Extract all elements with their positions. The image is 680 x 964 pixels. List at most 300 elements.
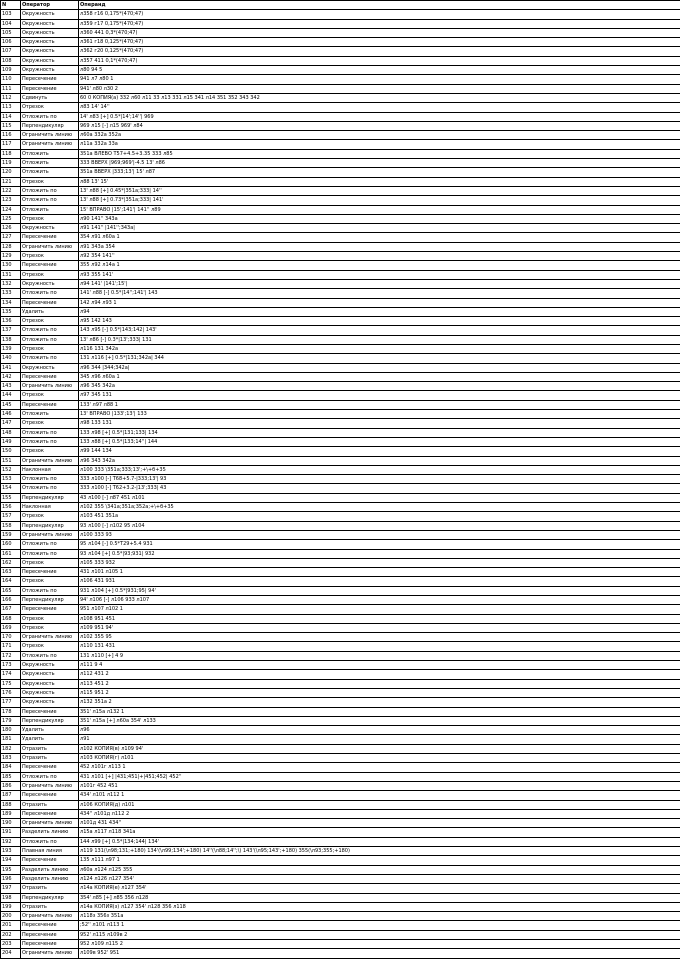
row-number: 121 [1, 177, 21, 186]
table-row [1, 354, 680, 363]
row-number: 166 [1, 596, 21, 605]
row-operand: 143 л95 [-] 0.5*|143;142| 143' [79, 326, 680, 335]
table-row [1, 112, 680, 121]
table-row [1, 177, 680, 186]
row-operand: 135 л111 л97 1 [79, 856, 680, 865]
row-number: 124 [1, 205, 21, 214]
table-row [1, 512, 680, 521]
row-number: 169 [1, 623, 21, 632]
row-operand: л360 441 0,3*(470;47) [79, 28, 680, 37]
row-operator: Отложить [21, 149, 79, 158]
row-number: 131 [1, 270, 21, 279]
table-row [1, 335, 680, 344]
row-operand: л106 431 931 [79, 577, 680, 586]
row-operator: Ограничить линию [21, 131, 79, 140]
row-operator: Пересечение [21, 233, 79, 242]
table-row [1, 419, 680, 428]
row-operand: 355 л92 л14а 1 [79, 261, 680, 270]
row-operand: л111 9 4 [79, 661, 680, 670]
row-number: 188 [1, 800, 21, 809]
row-number: 127 [1, 233, 21, 242]
row-operator: Пересечение [21, 930, 79, 939]
row-operator: Окружность [21, 363, 79, 372]
row-operator: Пересечение [21, 400, 79, 409]
row-operator: Отложить по [21, 326, 79, 335]
row-operator: Сдвинуть [21, 93, 79, 102]
row-operand: л95 142 143 [79, 317, 680, 326]
row-number: 134 [1, 298, 21, 307]
table-row [1, 121, 680, 130]
table-row [1, 837, 680, 846]
table-row [1, 456, 680, 465]
row-number: 126 [1, 224, 21, 233]
row-operator: Отложить по [21, 484, 79, 493]
table-row [1, 233, 680, 242]
row-operand: 93 л100 [-] л102 95 л104 [79, 521, 680, 530]
row-operand: л91 141'' |141'';343а| [79, 224, 680, 233]
table-row [1, 726, 680, 735]
row-number: 158 [1, 521, 21, 530]
row-number: 159 [1, 530, 21, 539]
row-operand: 969 л15 [-] л15 969' л84 [79, 121, 680, 130]
row-number: 106 [1, 38, 21, 47]
row-number: 185 [1, 772, 21, 781]
row-operand: л99 144 134 [79, 447, 680, 456]
table-row [1, 809, 680, 818]
table-row [1, 754, 680, 763]
row-number: 114 [1, 112, 21, 121]
row-operator: Отрезок [21, 177, 79, 186]
row-operand: л357 411 0,1*(470;47) [79, 56, 680, 65]
row-operator: Пересечение [21, 568, 79, 577]
row-number: 154 [1, 484, 21, 493]
table-row [1, 149, 680, 158]
row-operand: л80 94 5 [79, 66, 680, 75]
table-row [1, 856, 680, 865]
row-operand: л359 г17 0,175*(470;47) [79, 19, 680, 28]
row-operand: л88 13' 15' [79, 177, 680, 186]
row-operand: л83 14' 14'' [79, 103, 680, 112]
row-operand: л102 КОПИЯ(в) л109 94' [79, 744, 680, 753]
row-operand: 431 л101 [+] |431;451|+|451;452| 452'' [79, 772, 680, 781]
row-operator: Отложить по [21, 549, 79, 558]
row-operator: Ограничить линию [21, 456, 79, 465]
row-operator: Окружность [21, 66, 79, 75]
table-row [1, 596, 680, 605]
row-operand: 951 л107 л102 1 [79, 605, 680, 614]
table-row [1, 847, 680, 856]
row-number: 148 [1, 428, 21, 437]
header-number: N [1, 1, 21, 10]
row-number: 132 [1, 279, 21, 288]
row-operand: 95 л104 [-] 0.5*T29+5.4 931 [79, 540, 680, 549]
row-number: 172 [1, 651, 21, 660]
table-row [1, 930, 680, 939]
row-operand: л90 141'' 343а [79, 214, 680, 223]
table-row [1, 205, 680, 214]
row-number: 199 [1, 902, 21, 911]
table-row [1, 744, 680, 753]
row-operand: л93 355 141' [79, 270, 680, 279]
row-operator: Отложить по [21, 437, 79, 446]
row-number: 197 [1, 884, 21, 893]
row-operand: 141' л88 [-] 0.5*|14'';141'| 143 [79, 289, 680, 298]
row-number: 111 [1, 84, 21, 93]
table-row [1, 921, 680, 930]
table-row [1, 670, 680, 679]
table-row [1, 791, 680, 800]
row-operator: Отразить [21, 754, 79, 763]
row-number: 162 [1, 558, 21, 567]
row-number: 141 [1, 363, 21, 372]
table-row [1, 400, 680, 409]
row-number: 151 [1, 456, 21, 465]
row-operator: Отложить [21, 168, 79, 177]
row-operand: л60а 332а 352а [79, 131, 680, 140]
row-number: 147 [1, 419, 21, 428]
table-row [1, 382, 680, 391]
table-row [1, 475, 680, 484]
table-row [1, 196, 680, 205]
row-operator: Отрезок [21, 447, 79, 456]
row-operator: Перпендикуляр [21, 716, 79, 725]
row-operator: Отложить по [21, 475, 79, 484]
table-row [1, 623, 680, 632]
row-number: 149 [1, 437, 21, 446]
row-number: 191 [1, 828, 21, 837]
row-number: 180 [1, 726, 21, 735]
row-number: 136 [1, 317, 21, 326]
row-number: 113 [1, 103, 21, 112]
row-number: 140 [1, 354, 21, 363]
row-operand: 952 л109 л115 2 [79, 939, 680, 948]
row-number: 119 [1, 159, 21, 168]
row-operand: л100 333 93 [79, 530, 680, 539]
row-number: 110 [1, 75, 21, 84]
row-number: 198 [1, 893, 21, 902]
table-row [1, 298, 680, 307]
table-row [1, 949, 680, 958]
table-row [1, 679, 680, 688]
row-number: 125 [1, 214, 21, 223]
row-number: 174 [1, 670, 21, 679]
row-number: 122 [1, 186, 21, 195]
row-operator: Отложить [21, 159, 79, 168]
row-operator: Ограничить линию [21, 949, 79, 958]
row-number: 137 [1, 326, 21, 335]
table-row [1, 800, 680, 809]
row-number: 144 [1, 391, 21, 400]
row-number: 190 [1, 819, 21, 828]
row-operator: Пересечение [21, 791, 79, 800]
row-number: 200 [1, 912, 21, 921]
table-row [1, 549, 680, 558]
table-row [1, 75, 680, 84]
row-operand: л98 133 131 [79, 419, 680, 428]
row-operator: Перпендикуляр [21, 121, 79, 130]
row-operand: л115 951 2 [79, 688, 680, 697]
row-operator: Отложить [21, 205, 79, 214]
row-operand: л97 345 131 [79, 391, 680, 400]
row-operand: л96 344 |344;342а| [79, 363, 680, 372]
row-operator: Отложить по [21, 335, 79, 344]
row-operand: 13' ВПРАВО |133';13'| 133 [79, 410, 680, 419]
row-number: 203 [1, 939, 21, 948]
row-operator: Отрезок [21, 419, 79, 428]
row-operand: 13' л88 [+] 0.45*|351а;333| 14'' [79, 186, 680, 195]
row-number: 109 [1, 66, 21, 75]
table-row [1, 19, 680, 28]
row-number: 146 [1, 410, 21, 419]
row-operand: 351а ВВЕРХ |333;13'| 15' л87 [79, 168, 680, 177]
row-number: 181 [1, 735, 21, 744]
row-operand: л112 431 2 [79, 670, 680, 679]
table-row [1, 242, 680, 251]
table-row [1, 651, 680, 660]
table-row [1, 633, 680, 642]
row-operator: Пересечение [21, 84, 79, 93]
row-operator: Ограничить линию [21, 781, 79, 790]
table-row [1, 521, 680, 530]
row-operator: Перпендикуляр [21, 893, 79, 902]
table-row [1, 252, 680, 261]
row-operand: л60а л124 л125 355 [79, 865, 680, 874]
row-operator: Перпендикуляр [21, 521, 79, 530]
table-row [1, 270, 680, 279]
row-number: 116 [1, 131, 21, 140]
row-operand: л110 131 431 [79, 642, 680, 651]
row-operator: Окружность [21, 670, 79, 679]
table-row [1, 391, 680, 400]
table-row [1, 484, 680, 493]
table-body [1, 10, 680, 958]
row-number: 152 [1, 465, 21, 474]
table-row [1, 698, 680, 707]
row-operand: 431 л101 л105 1 [79, 568, 680, 577]
row-operator: Отложить по [21, 112, 79, 121]
row-operator: Отразить [21, 800, 79, 809]
row-number: 129 [1, 252, 21, 261]
row-number: 145 [1, 400, 21, 409]
row-operator: Отложить по [21, 196, 79, 205]
row-operand: л94 141' |141';15'| [79, 279, 680, 288]
row-number: 160 [1, 540, 21, 549]
row-number: 143 [1, 382, 21, 391]
row-operator: Окружность [21, 679, 79, 688]
row-number: 118 [1, 149, 21, 158]
row-number: 201 [1, 921, 21, 930]
row-number: 161 [1, 549, 21, 558]
row-operator: Разделить линию [21, 828, 79, 837]
table-row [1, 874, 680, 883]
table-row [1, 186, 680, 195]
row-operator: Отложить по [21, 289, 79, 298]
row-number: 204 [1, 949, 21, 958]
row-number: 120 [1, 168, 21, 177]
table-row [1, 819, 680, 828]
row-operator: Ограничить линию [21, 382, 79, 391]
row-operand: 15' ВПРАВО |15';141'| 141'' л89 [79, 205, 680, 214]
row-operand: л113 451 2 [79, 679, 680, 688]
row-number: 135 [1, 307, 21, 316]
table-row [1, 103, 680, 112]
row-operator: Разделить линию [21, 865, 79, 874]
row-number: 107 [1, 47, 21, 56]
row-number: 202 [1, 930, 21, 939]
table-row [1, 688, 680, 697]
row-number: 189 [1, 809, 21, 818]
table-row [1, 168, 680, 177]
table-row [1, 93, 680, 102]
table-row [1, 939, 680, 948]
row-operand: л91 343а 354 [79, 242, 680, 251]
table-row [1, 642, 680, 651]
row-operator: Отложить по [21, 772, 79, 781]
row-operator: Окружность [21, 38, 79, 47]
row-operator: Отложить [21, 410, 79, 419]
table-row [1, 140, 680, 149]
table-row [1, 66, 680, 75]
row-number: 178 [1, 707, 21, 716]
row-operator: Пересечение [21, 763, 79, 772]
row-operand: 354 л91 л60а 1 [79, 233, 680, 242]
row-operator: Отрезок [21, 391, 79, 400]
row-operator: Отрезок [21, 623, 79, 632]
row-operator: Отложить по [21, 428, 79, 437]
row-number: 105 [1, 28, 21, 37]
row-number: 157 [1, 512, 21, 521]
row-number: 194 [1, 856, 21, 865]
row-operand: 333 л100 [-] T62+3.2-|13';333| 43 [79, 484, 680, 493]
table-row [1, 317, 680, 326]
row-operand: л358 г16 0,175*(470;47) [79, 10, 680, 19]
row-operand: л94 [79, 307, 680, 316]
table-row [1, 465, 680, 474]
row-operator: Отрезок [21, 252, 79, 261]
row-operator: Ограничить линию [21, 242, 79, 251]
row-operator: Удалить [21, 735, 79, 744]
row-operator: Окружность [21, 19, 79, 28]
row-operand: ;52'' л101 л113 1 [79, 921, 680, 930]
table-row [1, 344, 680, 353]
row-number: 108 [1, 56, 21, 65]
table-row [1, 605, 680, 614]
table-row [1, 893, 680, 902]
row-operand: л101г 452 451 [79, 781, 680, 790]
row-number: 164 [1, 577, 21, 586]
row-operator: Отрезок [21, 577, 79, 586]
table-row [1, 372, 680, 381]
row-operator: Отложить по [21, 540, 79, 549]
row-operand: 941' л80 л30 2 [79, 84, 680, 93]
row-operator: Отрезок [21, 214, 79, 223]
table-row [1, 763, 680, 772]
row-operator: Пересечение [21, 605, 79, 614]
row-operator: Разделить линию [21, 874, 79, 883]
row-number: 170 [1, 633, 21, 642]
row-operand: 14' л83 [+] 0.5*|14';14''| 969 [79, 112, 680, 121]
row-operator: Отрезок [21, 270, 79, 279]
row-operator: Пересечение [21, 707, 79, 716]
table-row [1, 716, 680, 725]
row-operand: л132 351а 2 [79, 698, 680, 707]
row-operand: л103 451 351а [79, 512, 680, 521]
row-operand: л105 333 932 [79, 558, 680, 567]
row-operator: Отрезок [21, 512, 79, 521]
row-operand: л92 354 141'' [79, 252, 680, 261]
row-operator: Отрезок [21, 614, 79, 623]
row-number: 117 [1, 140, 21, 149]
table-row [1, 131, 680, 140]
row-operand: л103 КОПИЯ(г) л101 [79, 754, 680, 763]
row-number: 128 [1, 242, 21, 251]
row-operator: Отрезок [21, 558, 79, 567]
row-operand: 333 л100 [-] T68+5.7-|333;13'| 93 [79, 475, 680, 484]
row-operator: Отрезок [21, 317, 79, 326]
table-row [1, 586, 680, 595]
table-row [1, 865, 680, 874]
row-operand: л14а КОПИЯ(е) л127 354' [79, 884, 680, 893]
row-operator: Окружность [21, 698, 79, 707]
table-row [1, 661, 680, 670]
table-row [1, 38, 680, 47]
row-operand: л91 [79, 735, 680, 744]
row-operator: Окружность [21, 688, 79, 697]
table-row [1, 56, 680, 65]
row-operator: Отложить по [21, 837, 79, 846]
row-operator: Наклонная [21, 465, 79, 474]
row-operand: л109 951 94' [79, 623, 680, 632]
row-number: 184 [1, 763, 21, 772]
row-number: 186 [1, 781, 21, 790]
row-operand: 351а ВЛЕВО T57+4.5+3.35 333 л85 [79, 149, 680, 158]
table-row [1, 159, 680, 168]
row-number: 138 [1, 335, 21, 344]
row-operator: Отрезок [21, 103, 79, 112]
row-number: 196 [1, 874, 21, 883]
row-operator: Ограничить линию [21, 819, 79, 828]
row-number: 156 [1, 503, 21, 512]
row-operand: л124 л126 л127 354' [79, 874, 680, 883]
row-number: 153 [1, 475, 21, 484]
row-operand: 351' л15а [+] л60а 354' л133 [79, 716, 680, 725]
header-row [1, 1, 680, 10]
table-row [1, 735, 680, 744]
row-operand: 133 л98 [+] 0.5*|131;133| 134 [79, 428, 680, 437]
row-operand: л106 КОПИЯ(д) л101 [79, 800, 680, 809]
row-operand: 133 л88 [+] 0.5*|133;14''| 144 [79, 437, 680, 446]
table-row [1, 28, 680, 37]
row-number: 165 [1, 586, 21, 595]
table-row [1, 568, 680, 577]
row-operand: 13' л88 [+] 0.73*|351а;333| 141' [79, 196, 680, 205]
table-row [1, 558, 680, 567]
row-number: 173 [1, 661, 21, 670]
row-operand: 931 л104 [+] 0.5*|931;95| 94' [79, 586, 680, 595]
table-row [1, 261, 680, 270]
row-number: 195 [1, 865, 21, 874]
row-operator: Пересечение [21, 372, 79, 381]
row-operand: л361 г18 0,125*(470;47) [79, 38, 680, 47]
row-operand: л109в 952' 951 [79, 949, 680, 958]
row-number: 192 [1, 837, 21, 846]
row-operator: Ограничить линию [21, 140, 79, 149]
row-operator: Пересечение [21, 939, 79, 948]
row-operand: 43 л100 [-] л87 451 л101 [79, 493, 680, 502]
row-operand: 144 л99 [+] 0.5*|134;144| 134' [79, 837, 680, 846]
row-operand: л102 355 \341а;351а;352а;+\+б+35 [79, 503, 680, 512]
row-operator: Пересечение [21, 809, 79, 818]
